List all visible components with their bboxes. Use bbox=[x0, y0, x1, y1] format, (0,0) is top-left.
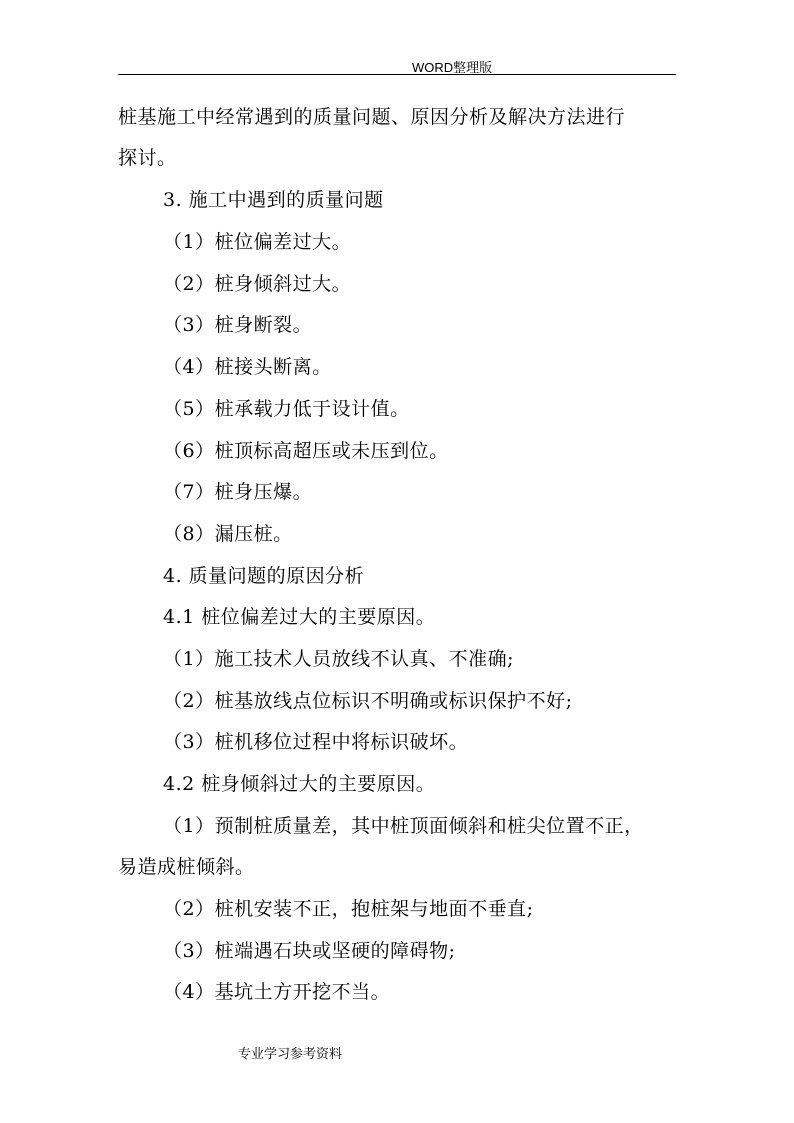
list-item: （3）桩身断裂。 bbox=[163, 314, 313, 336]
header-divider bbox=[118, 74, 676, 75]
paragraph-line: 探讨。 bbox=[118, 147, 177, 169]
list-item: （7）桩身压爆。 bbox=[163, 481, 313, 503]
list-item-continuation: 易造成桩倾斜。 bbox=[118, 856, 255, 878]
footer-label: 专业学习参考资料 bbox=[238, 1046, 343, 1061]
header-label: WORD整理版 bbox=[412, 60, 493, 75]
list-item: （3）桩端遇石块或坚硬的障碍物; bbox=[163, 940, 456, 962]
list-item: （1）桩位偏差过大。 bbox=[163, 231, 352, 253]
list-item: （2）桩机安装不正，抱桩架与地面不垂直; bbox=[163, 898, 534, 920]
section-heading: 4. 质量问题的原因分析 bbox=[163, 565, 365, 587]
subsection-heading: 4.1 桩位偏差过大的主要原因。 bbox=[163, 606, 436, 628]
list-item: （2）桩身倾斜过大。 bbox=[163, 273, 352, 295]
list-item: （2）桩基放线点位标识不明确或标识保护不好; bbox=[163, 690, 573, 712]
list-item: （4）基坑土方开挖不当。 bbox=[163, 981, 391, 1003]
subsection-heading: 4.2 桩身倾斜过大的主要原因。 bbox=[163, 773, 436, 795]
list-item: （1）施工技术人员放线不认真、不准确; bbox=[163, 648, 514, 670]
paragraph-line: 桩基施工中经常遇到的质量问题、原因分析及解决方法进行 bbox=[118, 106, 626, 128]
list-item: （1）预制桩质量差，其中桩顶面倾斜和桩尖位置不正， bbox=[163, 815, 644, 837]
section-heading: 3. 施工中遇到的质量问题 bbox=[163, 189, 384, 211]
list-item: （6）桩顶标高超压或未压到位。 bbox=[163, 440, 449, 462]
list-item: （3）桩机移位过程中将标识破坏。 bbox=[163, 731, 469, 753]
list-item: （4）桩接头断离。 bbox=[163, 356, 332, 378]
list-item: （5）桩承载力低于设计值。 bbox=[163, 398, 410, 420]
list-item: （8）漏压桩。 bbox=[163, 523, 293, 545]
